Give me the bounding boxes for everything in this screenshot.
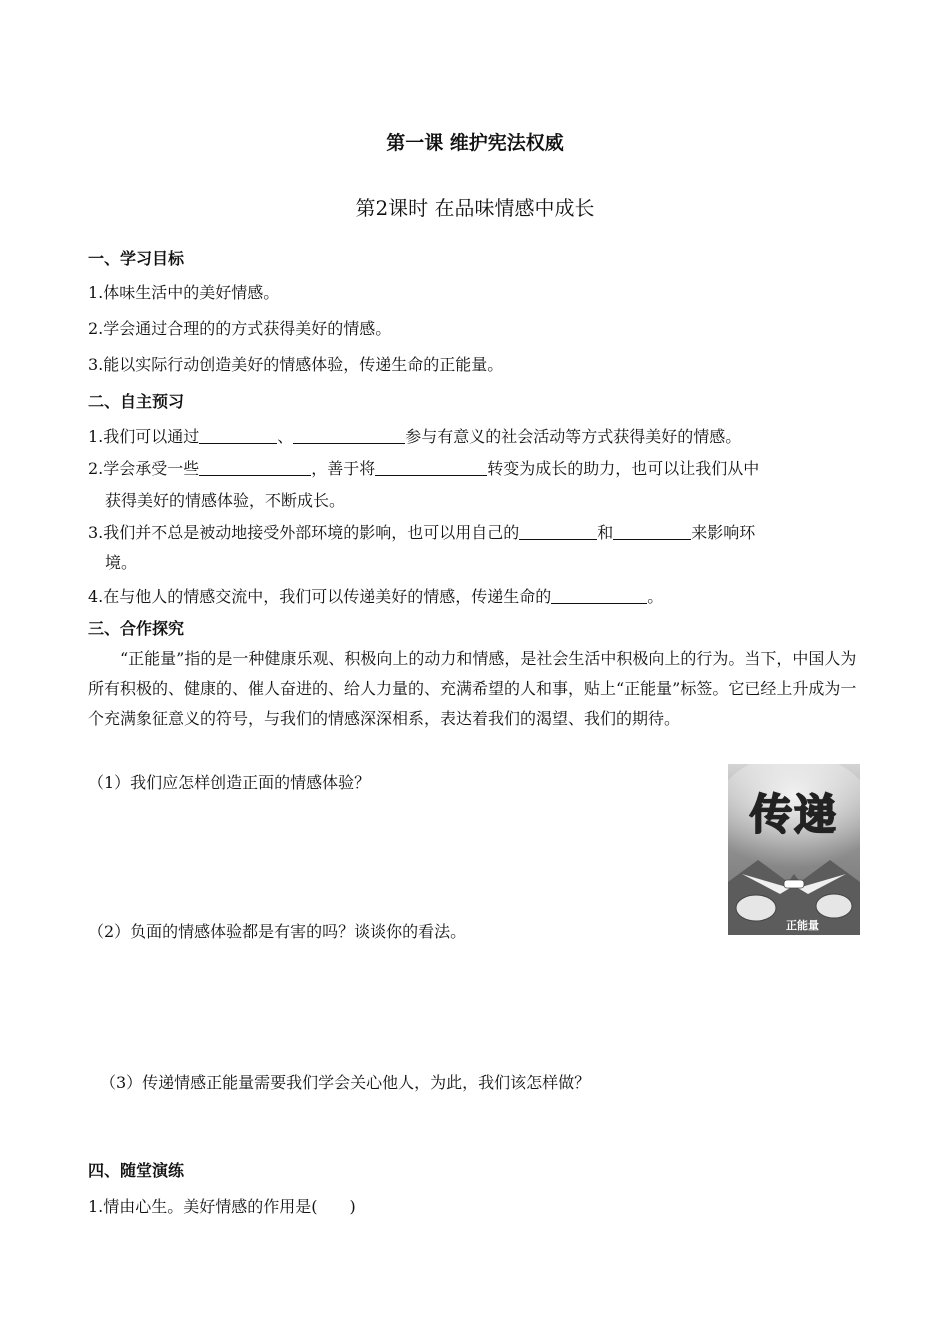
positive-energy-image bbox=[728, 764, 860, 935]
fill-blank[interactable] bbox=[293, 427, 405, 444]
text: 4.在与他人的情感交流中，我们可以传递美好的情感，传递生命的 bbox=[88, 587, 552, 606]
fill-blank[interactable] bbox=[199, 427, 277, 444]
fill-blank[interactable] bbox=[551, 587, 647, 604]
image-caption-small: 正能量 bbox=[786, 919, 819, 932]
image-caption-main: 传递 bbox=[749, 790, 838, 839]
question-2: （2）负面的情感体验都是有害的吗？谈谈你的看法。 bbox=[88, 922, 467, 941]
objective-item: 1.体味生活中的美好情感。 bbox=[88, 283, 280, 302]
text: 、 bbox=[277, 427, 294, 446]
section-heading-objectives: 一、学习目标 bbox=[88, 249, 185, 268]
practice-question-1: 1.情由心生。美好情感的作用是( ) bbox=[88, 1197, 356, 1216]
preview-item-3-cont: 境。 bbox=[105, 553, 138, 572]
text: 2.学会承受一些 bbox=[88, 459, 200, 478]
fill-blank[interactable] bbox=[519, 523, 597, 540]
preview-item-2-cont: 获得美好的情感体验，不断成长。 bbox=[105, 491, 346, 510]
text: 1.我们可以通过 bbox=[88, 427, 200, 446]
text: 。 bbox=[647, 587, 664, 606]
section-heading-practice: 四、随堂演练 bbox=[88, 1161, 185, 1180]
section-heading-explore: 三、合作探究 bbox=[88, 619, 185, 638]
objective-item: 2.学会通过合理的的方式获得美好的情感。 bbox=[88, 319, 392, 338]
fill-blank[interactable] bbox=[613, 523, 691, 540]
preview-item-2 bbox=[88, 456, 759, 479]
text: 和 bbox=[597, 523, 614, 542]
section-heading-preview: 二、自主预习 bbox=[88, 392, 185, 411]
page-title: 第一课 维护宪法权威 bbox=[386, 132, 564, 154]
fill-blank[interactable] bbox=[199, 459, 311, 476]
text: 来影响环 bbox=[691, 523, 756, 542]
objective-item: 3.能以实际行动创造美好的情感体验，传递生命的正能量。 bbox=[88, 355, 504, 374]
question-3: （3）传递情感正能量需要我们学会关心他人，为此，我们该怎样做？ bbox=[100, 1073, 591, 1092]
text: 3.我们并不总是被动地接受外部环境的影响，也可以用自己的 bbox=[88, 523, 520, 542]
preview-item-4 bbox=[88, 584, 663, 607]
page-subtitle: 第2课时 在品味情感中成长 bbox=[355, 196, 595, 220]
question-1: （1）我们应怎样创造正面的情感体验？ bbox=[88, 773, 371, 792]
preview-item-3 bbox=[88, 520, 755, 543]
text: ，善于将 bbox=[311, 459, 376, 478]
text: 转变为成长的助力，也可以让我们从中 bbox=[487, 459, 760, 478]
explore-paragraph: “正能量”指的是一种健康乐观、积极向上的动力和情感，是社会生活中积极向上的行为。当下，中国人为所有积极的、健康的、催人奋进的、给人力量的、充满希望的人和事，贴上“正能量”标签。它已经上升成为一个充满象征意义的符号，与我们的情感深深相系，表达着我们的渴望、我们的期待。 bbox=[88, 649, 857, 728]
fill-blank[interactable] bbox=[375, 459, 487, 476]
text: 参与有意义的社会活动等方式获得美好的情感。 bbox=[405, 427, 742, 446]
preview-item-1 bbox=[88, 424, 741, 447]
